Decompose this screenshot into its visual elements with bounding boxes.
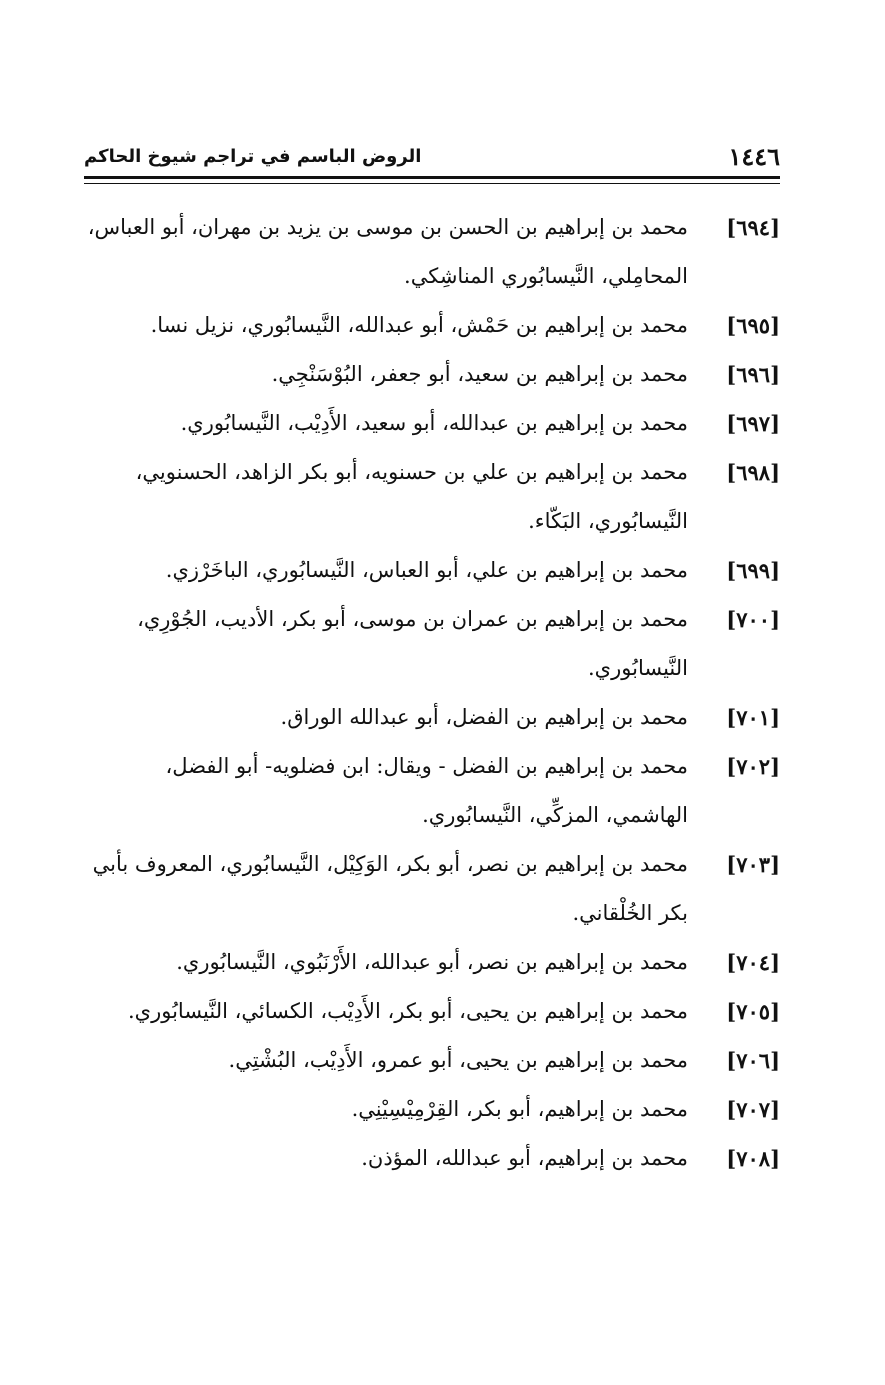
- entry-number: [٧٠٣]: [726, 852, 780, 877]
- entry-696: [84, 350, 780, 399]
- entry-text: محمد بن إبراهيم بن عمران بن موسى، أبو بكر، الأديب، الجُوْرِي، النَّيسابُوري.: [137, 607, 688, 680]
- entry-703: [84, 840, 780, 938]
- entry-number: [٧٠٠]: [726, 607, 780, 632]
- entry-705: [84, 987, 780, 1036]
- header-rule-thick: [84, 176, 780, 179]
- entry-number: [٦٩٧]: [726, 411, 780, 436]
- entry-704: [84, 938, 780, 987]
- entry-number: [٦٩٨]: [726, 460, 780, 485]
- entry-number: [٧٠٨]: [726, 1146, 780, 1171]
- header-rule-thin: [84, 183, 780, 184]
- entry-number: [٧٠٧]: [726, 1097, 780, 1122]
- entry-number: [٧٠٤]: [726, 950, 780, 975]
- entry-701: [84, 693, 780, 742]
- entry-text: محمد بن إبراهيم بن نصر، أبو بكر، الوَكِيْل، النَّيسابُوري، المعروف بأبي بكر الخُلْقاني.: [92, 852, 688, 925]
- entry-number: [٧٠٦]: [726, 1048, 780, 1073]
- entry-697: [84, 399, 780, 448]
- entry-text: محمد بن إبراهيم بن عبدالله، أبو سعيد، الأَدِيْب، النَّيسابُوري.: [180, 411, 688, 435]
- entry-number: [٦٩٩]: [726, 558, 780, 583]
- entry-number: [٦٩٥]: [726, 313, 780, 338]
- entry-text: محمد بن إبراهيم بن يحيى، أبو عمرو، الأَدِيْب، البُشْتِي.: [228, 1048, 688, 1072]
- entry-698: [84, 448, 780, 546]
- entry-695: [84, 301, 780, 350]
- entry-699: [84, 546, 780, 595]
- running-title: الروض الباسم في تراجم شيوخ الحاكم: [84, 146, 422, 167]
- page-number: ١٤٤٦: [728, 142, 780, 171]
- entry-702: [84, 742, 780, 840]
- entry-694: [84, 203, 780, 301]
- entry-number: [٧٠٥]: [726, 999, 780, 1024]
- entry-text: محمد بن إبراهيم بن علي، أبو العباس، النَّيسابُوري، الباخَرْزي.: [165, 558, 688, 582]
- entry-700: [84, 595, 780, 693]
- entry-number: [٦٩٦]: [726, 362, 780, 387]
- entry-text: محمد بن إبراهيم بن نصر، أبو عبدالله، الأَرْنَبُوي، النَّيسابُوري.: [176, 950, 688, 974]
- entry-text: محمد بن إبراهيم بن حَمْش، أبو عبدالله، النَّيسابُوري، نزيل نسا.: [150, 313, 688, 337]
- entry-706: [84, 1036, 780, 1085]
- entries-list: [84, 203, 780, 1183]
- entry-text: محمد بن إبراهيم بن يحيى، أبو بكر، الأَدِيْب، الكسائي، النَّيسابُوري.: [127, 999, 688, 1023]
- entry-text: محمد بن إبراهيم بن علي بن حسنويه، أبو بكر الزاهد، الحسنويي، النَّيسابُوري، البَكّاء.: [135, 460, 688, 533]
- entry-text: محمد بن إبراهيم بن سعيد، أبو جعفر، البُوْسَنْجِي.: [271, 362, 688, 386]
- entry-number: [٧٠١]: [726, 705, 780, 730]
- entry-number: [٦٩٤]: [726, 215, 780, 240]
- entry-text: محمد بن إبراهيم بن الفضل، أبو عبدالله الوراق.: [280, 705, 688, 729]
- entry-708: [84, 1134, 780, 1183]
- page-header: [84, 138, 780, 172]
- entry-707: [84, 1085, 780, 1134]
- entry-text: محمد بن إبراهيم بن الحسن بن موسى بن يزيد بن مهران، أبو العباس، المحامِلي، النَّيسابُوري المناشِكي.: [87, 215, 688, 288]
- entry-text: محمد بن إبراهيم، أبو عبدالله، المؤذن.: [361, 1146, 688, 1170]
- entry-text: محمد بن إبراهيم، أبو بكر، القِرْمِيْسِيْنِي.: [351, 1097, 688, 1121]
- entry-text: محمد بن إبراهيم بن الفضل - ويقال: ابن فضلويه- أبو الفضل، الهاشمي، المزكِّي، النَّيسابُوري.: [165, 754, 688, 827]
- entry-number: [٧٠٢]: [726, 754, 780, 779]
